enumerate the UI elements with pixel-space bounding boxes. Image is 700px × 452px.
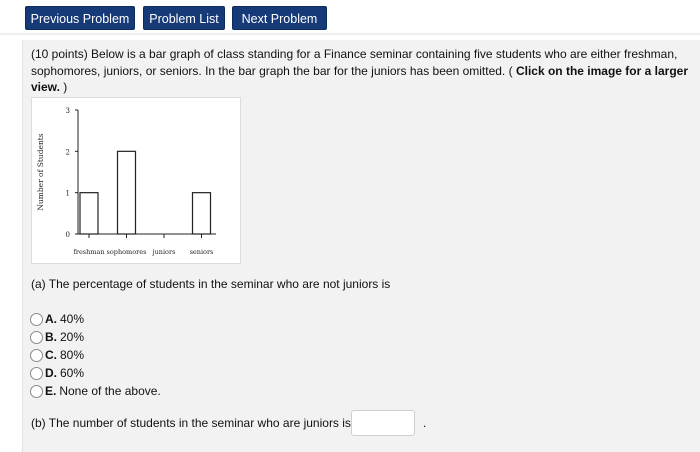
- question-text: [31, 46, 691, 96]
- radio-button[interactable]: [30, 367, 43, 380]
- part-b-prompt: (b) The number of students in the seminar who are juniors is: [31, 416, 351, 430]
- y-tick-label: 1: [65, 189, 70, 198]
- choice-d[interactable]: [30, 365, 84, 381]
- y-tick-label: 3: [65, 107, 70, 115]
- choice-text: 60%: [60, 366, 85, 380]
- part-a-prompt: (a) The percentage of students in the seminar who are not juniors is: [31, 277, 391, 291]
- x-tick-label: freshman: [73, 248, 105, 256]
- choice-letter: D.: [45, 366, 57, 380]
- bar-sophomores: [118, 151, 136, 234]
- part-b-period: .: [423, 416, 427, 430]
- juniors-answer-input[interactable]: [351, 410, 415, 436]
- choice-b[interactable]: [30, 329, 84, 345]
- x-tick-label: juniors: [152, 248, 176, 256]
- problem-navigation-bar: [0, 0, 700, 36]
- y-tick-label: 0: [65, 231, 70, 239]
- next-problem-button[interactable]: Next Problem: [232, 6, 327, 30]
- previous-problem-button[interactable]: Previous Problem: [25, 6, 135, 30]
- choice-letter: A.: [45, 312, 57, 326]
- question-body: (10 points) Below is a bar graph of class standing for a Finance seminar containing five students who are either freshman, sophomores, juniors, or seniors. In the bar graph the bar for the juniors has been omitted. (: [31, 47, 678, 78]
- choice-letter: B.: [45, 330, 57, 344]
- bar-graph-svg: [32, 98, 242, 265]
- choice-text: 40%: [60, 312, 85, 326]
- radio-button[interactable]: [30, 331, 43, 344]
- x-tick-label: seniors: [189, 248, 214, 256]
- choice-letter: E.: [45, 384, 57, 398]
- question-end: ): [59, 80, 68, 94]
- bar-freshman: [80, 193, 98, 234]
- bar-graph-image[interactable]: [31, 97, 241, 264]
- choice-letter: C.: [45, 348, 57, 362]
- choice-text: 80%: [60, 348, 85, 362]
- problem-list-button[interactable]: Problem List: [143, 6, 225, 30]
- choice-text: None of the above.: [59, 384, 161, 398]
- larger-view-link[interactable]: Click on the image for a larger view.: [31, 63, 688, 94]
- y-axis-label: Number of Students: [36, 133, 45, 211]
- choice-c[interactable]: [30, 347, 84, 363]
- radio-button[interactable]: [30, 313, 43, 326]
- bar-seniors: [193, 193, 211, 234]
- choice-text: 20%: [60, 330, 85, 344]
- x-tick-label: sophomores: [106, 248, 147, 256]
- radio-button[interactable]: [30, 349, 43, 362]
- choice-a[interactable]: [30, 311, 84, 327]
- navbar-shadow: [0, 33, 700, 36]
- y-tick-label: 2: [65, 148, 70, 157]
- radio-button[interactable]: [30, 385, 43, 398]
- choice-e[interactable]: [30, 383, 161, 399]
